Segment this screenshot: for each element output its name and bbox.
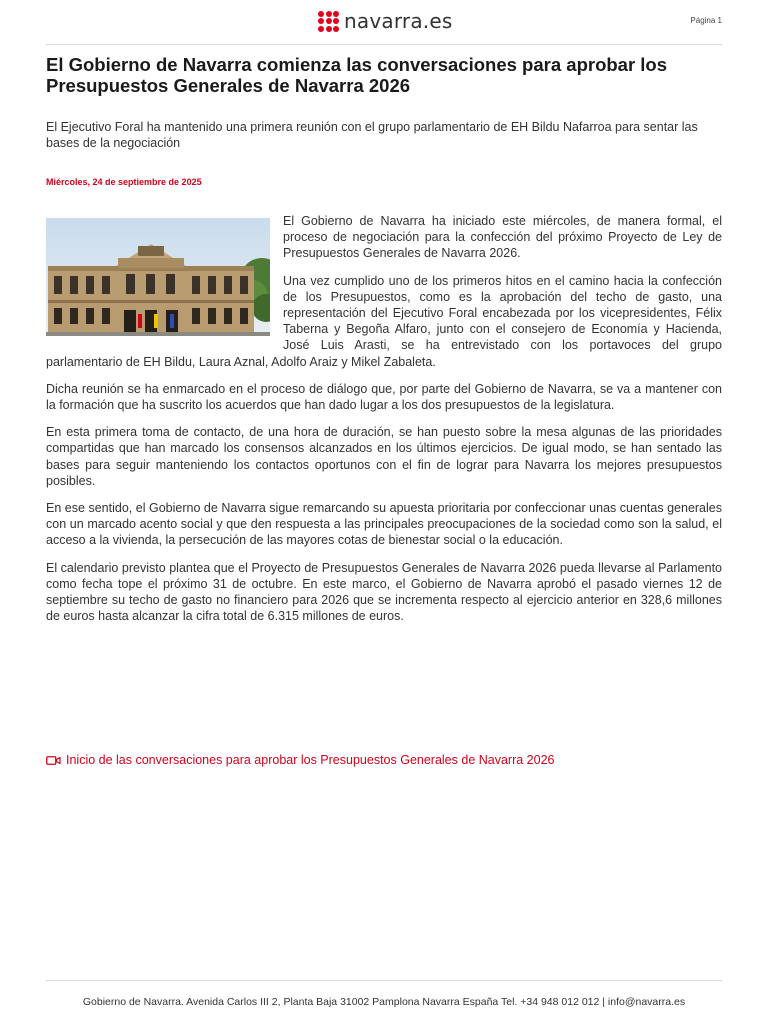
- article-paragraph: El Gobierno de Navarra ha iniciado este miércoles, de manera formal, el proceso de negociación para la confección del próximo Proyecto de Ley de Presupuestos Generales de Navarra 2026.: [283, 214, 722, 261]
- page-number: Página 1: [690, 16, 722, 25]
- video-link-label[interactable]: Inicio de las conversaciones para aprobar los Presupuestos Generales de Navarra 2026: [66, 753, 555, 767]
- article-paragraph: Dicha reunión se ha enmarcado en el proceso de diálogo que, por parte del Gobierno de Navarra, se va a mantener con la formación que ha suscrito los acuerdos que han dado lugar a los dos presupuestos de la legislatura.: [46, 381, 722, 413]
- footer-text: Gobierno de Navarra. Avenida Carlos III 2, Planta Baja 31002 Pamplona Navarra España Tel. +34 948 012 012 | info@navarra.es: [82, 996, 686, 1008]
- page-header: [46, 0, 722, 45]
- article-paragraph: Una vez cumplido uno de los primeros hitos en el camino hacia la confección de los Presupuestos, como es la aprobación del techo de gasto, una representación del Ejecutivo Foral encabezada por los vicepresidentes, Félix Taberna y Begoña Alfaro, junto con el consejero de Economía y Hacienda, José Luis Arasti, se ha entrevistado con los portavoces del grupo parlamentario de EH Bildu, Laura Aznal, Adolfo Araiz y Mikel Zabaleta.: [46, 273, 722, 369]
- article-paragraph: En ese sentido, el Gobierno de Navarra sigue remarcando su apuesta prioritaria por confeccionar unas cuentas generales con un marcado acento social y que den respuesta a las principales preocupaciones de la sociedad como son la salud, el acceso a la vivienda, la persecución de las mayores cotas de bienestar social o la educación.: [46, 501, 722, 548]
- page-footer: [46, 980, 722, 1008]
- logo-dots-icon: [318, 11, 339, 32]
- video-camera-icon: [46, 755, 61, 766]
- article-title: El Gobierno de Navarra comienza las conversaciones para aprobar los Presupuestos Generales de Navarra 2026: [46, 54, 668, 96]
- navarra-logo[interactable]: [318, 9, 452, 33]
- logo-text: navarra.es: [344, 9, 453, 33]
- video-link[interactable]: [46, 753, 554, 767]
- article-paragraph: En esta primera toma de contacto, de una hora de duración, se han puesto sobre la mesa algunas de las prioridades compartidas que han marcado los consensos alcanzados en los últimos ejercicios. De igual modo, se han sentado las bases para seguir manteniendo los contactos oportunos con el fin de lograr para Navarra los mejores presupuestos posibles.: [46, 425, 722, 488]
- article-body: [46, 213, 722, 635]
- article-date: Miércoles, 24 de septiembre de 2025: [46, 177, 202, 187]
- article-paragraph: El calendario previsto plantea que el Proyecto de Presupuestos Generales de Navarra 2026 pueda llevarse al Parlamento como fecha tope el próximo 31 de octubre. En este marco, el Gobierno de Navarra aprobó el pasado viernes 12 de septiembre su techo de gasto no financiero para 2026 que se incrementa respecto al ejercicio anterior en 328,6 millones de euros hasta alcanzar la cifra total de 6.315 millones de euros.: [46, 560, 722, 624]
- building-photo: [46, 218, 270, 336]
- article-subtitle: El Ejecutivo Foral ha mantenido una primera reunión con el grupo parlamentario de EH Bildu Nafarroa para sentar las bases de la negociación: [46, 120, 698, 150]
